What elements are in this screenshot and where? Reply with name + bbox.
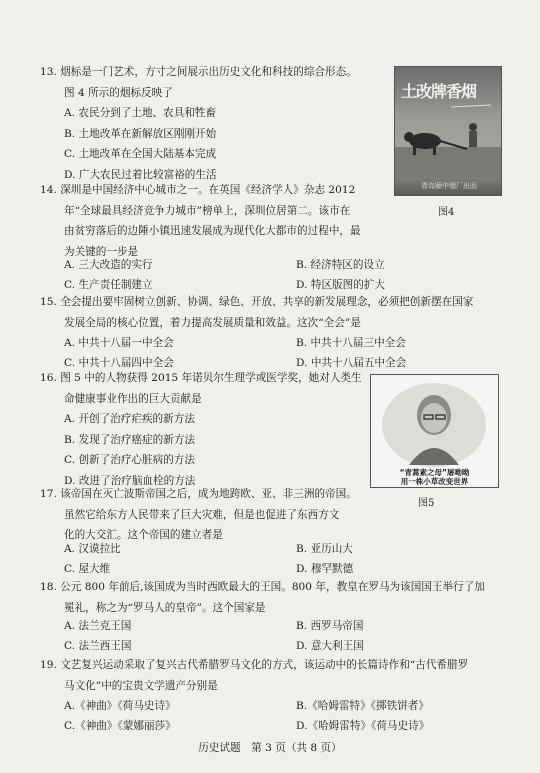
question-stem: 为关键的一步是 [64,245,139,258]
figure-5-portrait [370,374,499,488]
option: A.《神曲》《荷马史诗》 [64,700,176,712]
question-stem: 冕礼，称之为“罗马人的皇帝”。这个国家是 [64,601,266,614]
figure-bottom-text: 青岛颐中烟厂出品 [421,182,477,190]
option: C. 生产责任制建立 [64,279,153,291]
figure-4-label: 图4 [438,207,455,218]
option: B. 西罗马帝国 [296,620,364,632]
question-stem: 14. 深圳是中国经济中心城市之一。在英国《经济学人》杂志 2012 [40,184,356,196]
question-19 [40,655,468,696]
figure-5-label: 图5 [418,498,435,509]
option: C.《神曲》《蒙娜丽莎》 [64,720,176,732]
option: D.《哈姆雷特》《荷马史诗》 [296,720,430,732]
option: D. 穆罕默德 [296,563,354,575]
question-stem: 13. 烟标是一门艺术，方寸之间展示出历史文化和科技的综合形态。 [40,66,357,78]
option: B. 中共十八届三中全会 [296,337,406,349]
option: A. 农民分到了土地、农具和牲畜 [64,107,217,119]
option: A. 中共十八届一中全会 [64,337,174,349]
option: B. 经济特区的设立 [296,259,385,271]
figure-caption: “青蒿素之母”屠呦呦 [399,468,470,477]
page-footer: 历史试题 第 3 页（共 8 页） [198,742,342,754]
question-stem: 马文化”中的宝贵文学遗产分别是 [64,679,218,692]
option: C. 屋大维 [64,563,111,575]
question-13 [40,62,357,185]
option: C. 中共十八届四中全会 [64,357,174,369]
question-stem: 发展全局的核心位置，着力提高发展质量和效益。这次“全会”是 [64,316,361,329]
question-stem: 年“全球最具经济竞争力城市”榜单上，深圳位居第二。该市在 [64,204,351,217]
question-14 [40,180,361,262]
figure-title: 土改牌香烟 [401,82,477,101]
question-stem: 15. 全会提出要牢固树立创新、协调、绿色、开放、共享的新发展理念，必须把创新摆在国家 [40,296,474,308]
question-stem: 图 4 所示的烟标反映了 [64,86,173,99]
question-16 [40,368,362,491]
option: D. 改进了治疗脑血栓的方法 [64,474,196,487]
option: A. 三大改造的实行 [64,259,153,271]
option: D. 意大利王国 [296,640,364,652]
question-stem: 18. 公元 800 年前后,该国成为当时西欧最大的王国。800 年，教皇在罗马为该国国王举行了加 [40,581,485,593]
option: D. 广大农民过着比较富裕的生活 [64,168,217,181]
question-stem: 16. 图 5 中的人物获得 2015 年诺贝尔生理学或医学奖，她对人类生 [40,372,362,384]
figure-4-cigarette-label [394,66,502,196]
option: D. 特区版图的扩大 [296,279,386,291]
option: B.《哈姆雷特》《掷铁饼者》 [296,700,429,712]
question-15 [40,292,473,333]
plowing-illustration-icon [395,67,501,195]
option: C. 法兰西王国 [64,640,132,652]
figure-caption: 用一株小草改变世界 [400,477,469,486]
question-stem: 化的大交汇。这个帝国的建立者是 [64,529,223,541]
question-stem: 17. 该帝国在灭亡波斯帝国之后，成为地跨欧、亚、非三洲的帝国。 [40,488,357,500]
option: C. 创新了治疗心脏病的方法 [64,454,195,466]
question-18 [40,577,485,618]
option: A. 汉谟拉比 [64,543,121,555]
option: A. 法兰克王国 [64,620,132,632]
question-stem: 由贫穷落后的边陲小镇迅速发展成为现代化大都市的过程中，最 [64,225,361,237]
question-17 [40,484,357,546]
option: B. 亚历山大 [296,543,353,555]
question-stem: 19. 文艺复兴运动采取了复兴古代希腊罗马文化的方式，该运动中的长篇诗作和“古代希腊罗 [40,659,469,671]
question-stem: 命健康事业作出的巨大贡献是 [64,392,202,405]
option: B. 土地改革在新解放区刚刚开始 [64,127,217,140]
option: D. 中共十八届五中全会 [296,357,407,369]
option: B. 发现了治疗癌症的新方法 [64,433,196,446]
option: A. 开创了治疗疟疾的新方法 [64,413,195,425]
option: C. 土地改革在全国大陆基本完成 [64,148,217,160]
question-stem: 虽然它给东方人民带来了巨大灾难，但是也促进了东西方文 [64,508,340,521]
